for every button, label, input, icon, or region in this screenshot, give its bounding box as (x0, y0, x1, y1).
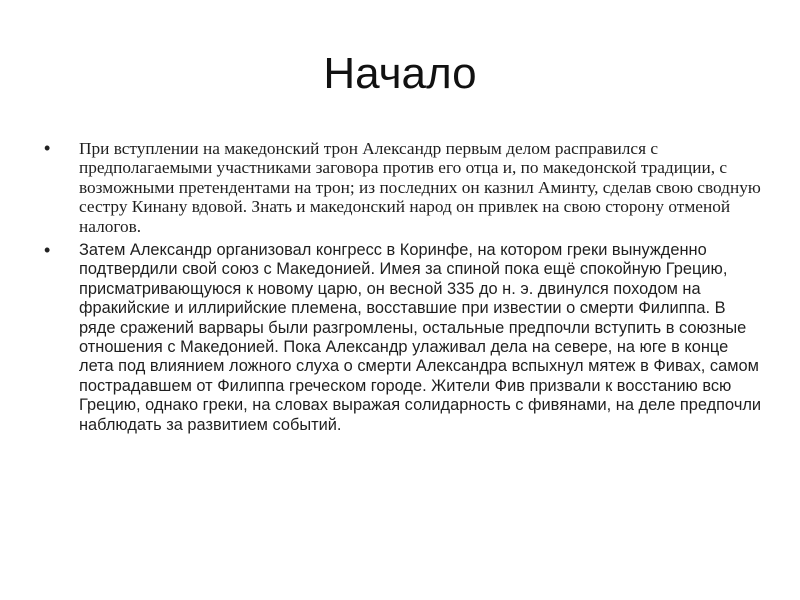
bullet-item-1 (44, 139, 764, 236)
bullet-list (44, 139, 764, 440)
bullet-text-2: Затем Александр организовал конгресс в Коринфе, на котором греки вынужденно подтвердили свой союз с Македонией. Имея за спиной пока ещё спокойную Грецию, присматривающуюся к новому царю, он весной 335 до н. э. двинулся походом на фракийские и иллирийские племена, восставшие при известии о смерти Филиппа. В ряде сражений варвары были разгромлены, остальные предпочли вступить в союзные отношения с Македонией. Пока Александр улаживал дела на севере, на юге в конце лета под влиянием ложного слуха о смерти Александра вспыхнул мятеж в Фивах, самом пострадавшем от Филиппа греческом городе. Жители Фив призвали к восстанию всю Грецию, однако греки, на словах выражая солидарность с фивянами, на деле предпочли наблюдать за развитием событий. (79, 241, 762, 434)
bullet-item-2 (44, 241, 764, 435)
bullet-text-1: При вступлении на македонский трон Александр первым делом расправился с предполагаемыми участниками заговора против его отца и, по македонской традиции, с возможными претендентами на трон; из последних он казнил Аминту, сделав свою сводную сестру Кинану вдовой. Знать и македонский народ он привлек на свою сторону отменой налогов. (79, 139, 761, 236)
slide-title: Начало (323, 49, 477, 98)
bullet-dot-icon: • (44, 240, 51, 261)
bullet-dot-icon: • (44, 138, 51, 158)
